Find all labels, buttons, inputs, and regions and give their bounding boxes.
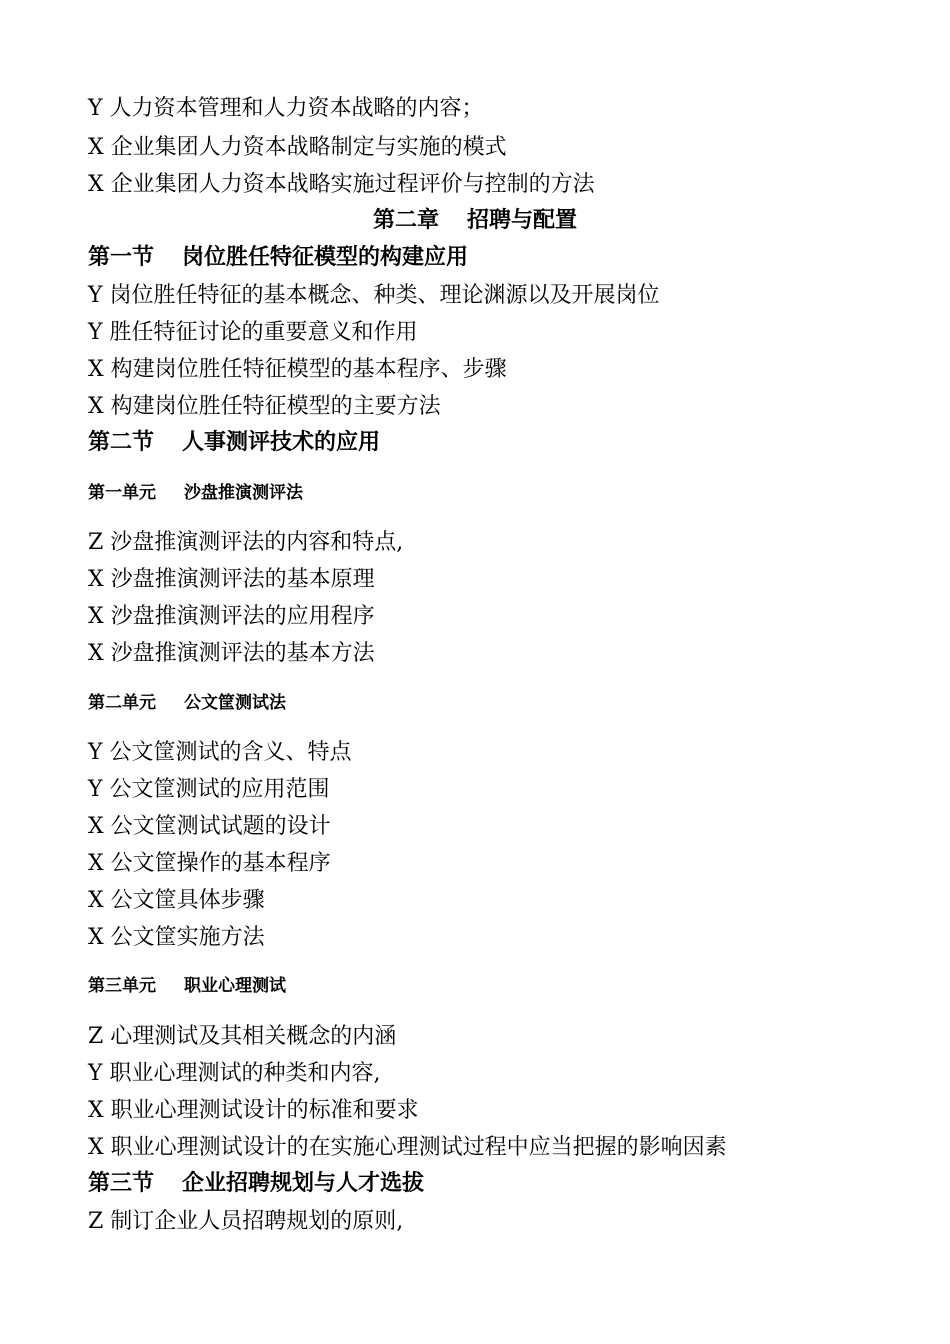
unit-heading (88, 482, 303, 504)
list-item: X 沙盘推演测评法的基本原理 (88, 567, 375, 592)
chapter-number: 第二章 (372, 208, 439, 233)
list-item: Z 沙盘推演测评法的内容和特点, (88, 530, 404, 555)
list-item: X 企业集团人力资本战略实施过程评价与控制的方法 (88, 172, 595, 197)
list-item: X 职业心理测试设计的在实施心理测试过程中应当把握的影响因素 (88, 1135, 727, 1160)
list-item: X 沙盘推演测评法的基本方法 (88, 641, 375, 666)
list-item: X 构建岗位胜任特征模型的主要方法 (88, 394, 441, 419)
list-item: Z 心理测试及其相关概念的内涵 (88, 1024, 397, 1049)
list-item: X 沙盘推演测评法的应用程序 (88, 604, 375, 629)
section-title: 企业招聘规划与人才选拔 (182, 1171, 425, 1196)
list-item: Y 岗位胜任特征的基本概念、种类、理论渊源以及开展岗位 (88, 283, 660, 308)
list-item: X 职业心理测试设计的标准和要求 (88, 1098, 419, 1123)
unit-number: 第三单元 (88, 976, 156, 996)
list-item: X 公文筐测试试题的设计 (88, 814, 331, 839)
list-item: X 公文筐具体步骤 (88, 888, 265, 913)
section-heading (88, 245, 468, 271)
list-item: Y 人力资本管理和人力资本战略的内容； (88, 96, 484, 121)
unit-heading (88, 975, 286, 997)
unit-number: 第二单元 (88, 693, 156, 713)
section-number: 第三节 (88, 1171, 155, 1196)
unit-number: 第一单元 (88, 483, 156, 503)
section-number: 第一节 (88, 245, 155, 270)
chapter-heading (0, 208, 950, 234)
section-heading (88, 1171, 424, 1197)
list-item: X 公文筐实施方法 (88, 925, 265, 950)
list-item: Y 胜任特征讨论的重要意义和作用 (88, 320, 418, 345)
list-item: Y 公文筐测试的含义、特点 (88, 740, 352, 765)
section-number: 第二节 (88, 430, 155, 455)
chapter-title: 招聘与配置 (467, 208, 578, 233)
unit-title: 职业心理测试 (184, 976, 286, 996)
list-item: X 企业集团人力资本战略制定与实施的模式 (88, 135, 507, 160)
section-title: 岗位胜任特征模型的构建应用 (182, 245, 469, 270)
section-heading (88, 430, 380, 456)
section-title: 人事测评技术的应用 (182, 430, 381, 455)
unit-heading (88, 692, 286, 714)
unit-title: 公文筐测试法 (184, 693, 286, 713)
list-item: Y 公文筐测试的应用范围 (88, 777, 330, 802)
list-item: X 构建岗位胜任特征模型的基本程序、步骤 (88, 357, 507, 382)
list-item: X 公文筐操作的基本程序 (88, 851, 331, 876)
list-item: Y 职业心理测试的种类和内容, (88, 1061, 381, 1086)
unit-title: 沙盘推演测评法 (184, 483, 303, 503)
list-item: Z 制订企业人员招聘规划的原则, (88, 1209, 404, 1234)
